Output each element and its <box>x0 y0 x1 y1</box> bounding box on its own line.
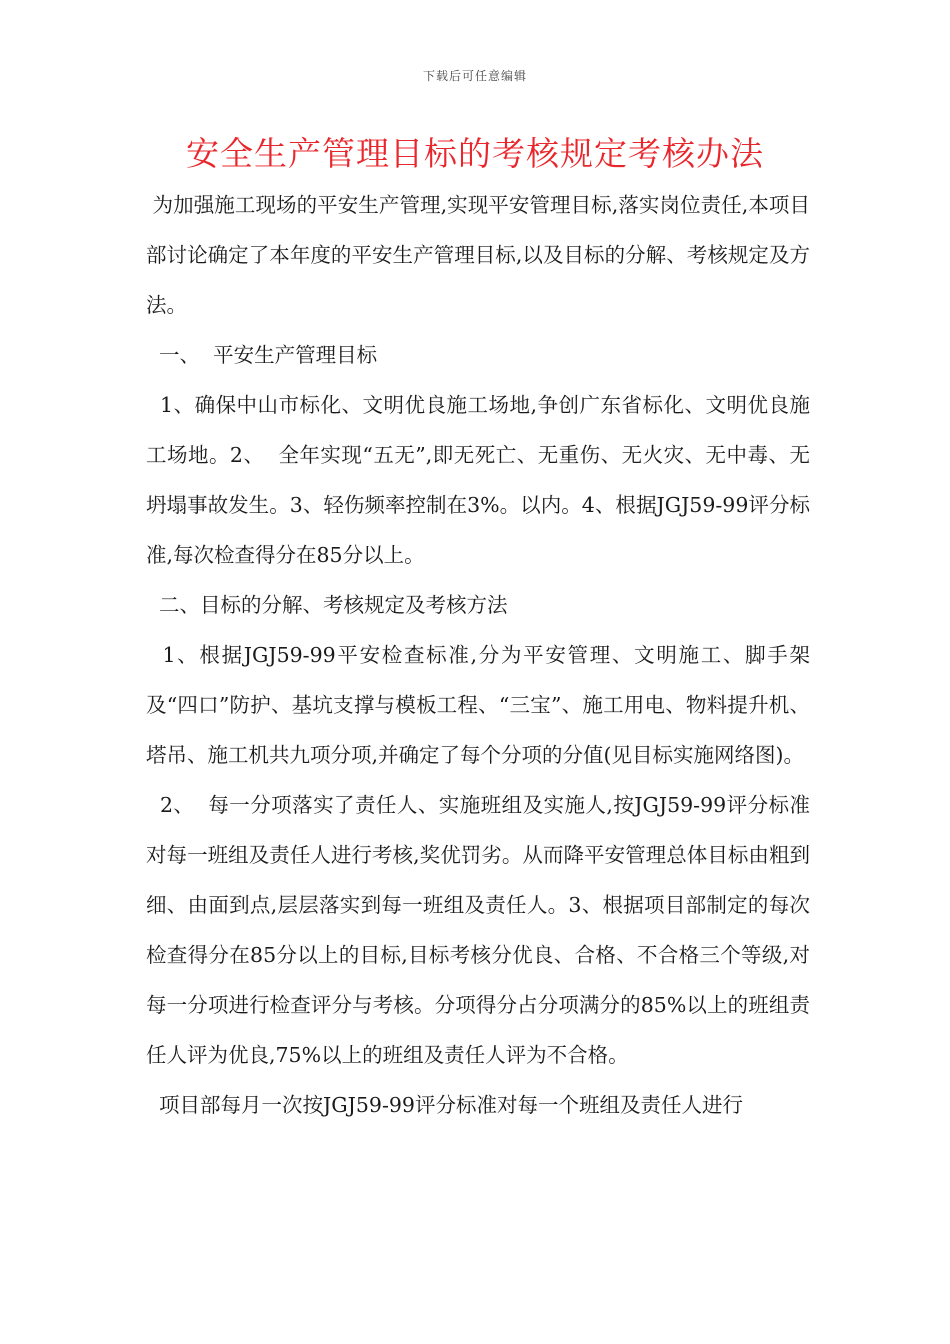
section-heading-2: 二、目标的分解、考核规定及考核方法 <box>146 593 508 617</box>
paragraph-decomposition: 1、根据JGJ59-99平安检查标准,分为平安管理、文明施工、脚手架及“四口”防护、基坑支撑与模板工程、“三宝”、施工用电、物料提升机、塔吊、施工机共九项分项,并确定了每个分项的分值(见目标实施网络图)。 <box>146 643 810 767</box>
document-body <box>146 180 810 1130</box>
paragraph-intro: 为加强施工现场的平安生产管理,实现平安管理目标,落实岗位责任,本项目部讨论确定了本年度的平安生产管理目标,以及目标的分解、考核规定及方法。 <box>146 193 810 317</box>
paragraph-responsibility: 2、 每一分项落实了责任人、实施班组及实施人,按JGJ59-99评分标准对每一班组及责任人进行考核,奖优罚劣。从而降平安管理总体目标由粗到细、由面到点,层层落实到每一班组及责任人。3、根据项目部制定的每次检查得分在85分以上的目标,目标考核分优良、合格、不合格三个等级,对每一分项进行检查评分与考核。分项得分占分项满分的85%以上的班组责任人评为优良,75%以上的班组及责任人评为不合格。 <box>146 793 810 1067</box>
document-title: 安全生产管理目标的考核规定考核办法 <box>186 134 764 173</box>
section-heading-1: 一、 平安生产管理目标 <box>146 343 378 367</box>
paragraph-targets: 1、确保中山市标化、文明优良施工场地,争创广东省标化、文明优良施工场地。2、 全年实现“五无”,即无死亡、无重伤、无火灾、无中毒、无坍塌事故发生。3、轻伤频率控制在3%。以内。4、根据JGJ59-99评分标准,每次检查得分在85分以上。 <box>146 393 810 567</box>
paragraph-monthly-check: 项目部每月一次按JGJ59-99评分标准对每一个班组及责任人进行 <box>146 1093 743 1117</box>
header-note: 下载后可任意编辑 <box>422 69 527 83</box>
